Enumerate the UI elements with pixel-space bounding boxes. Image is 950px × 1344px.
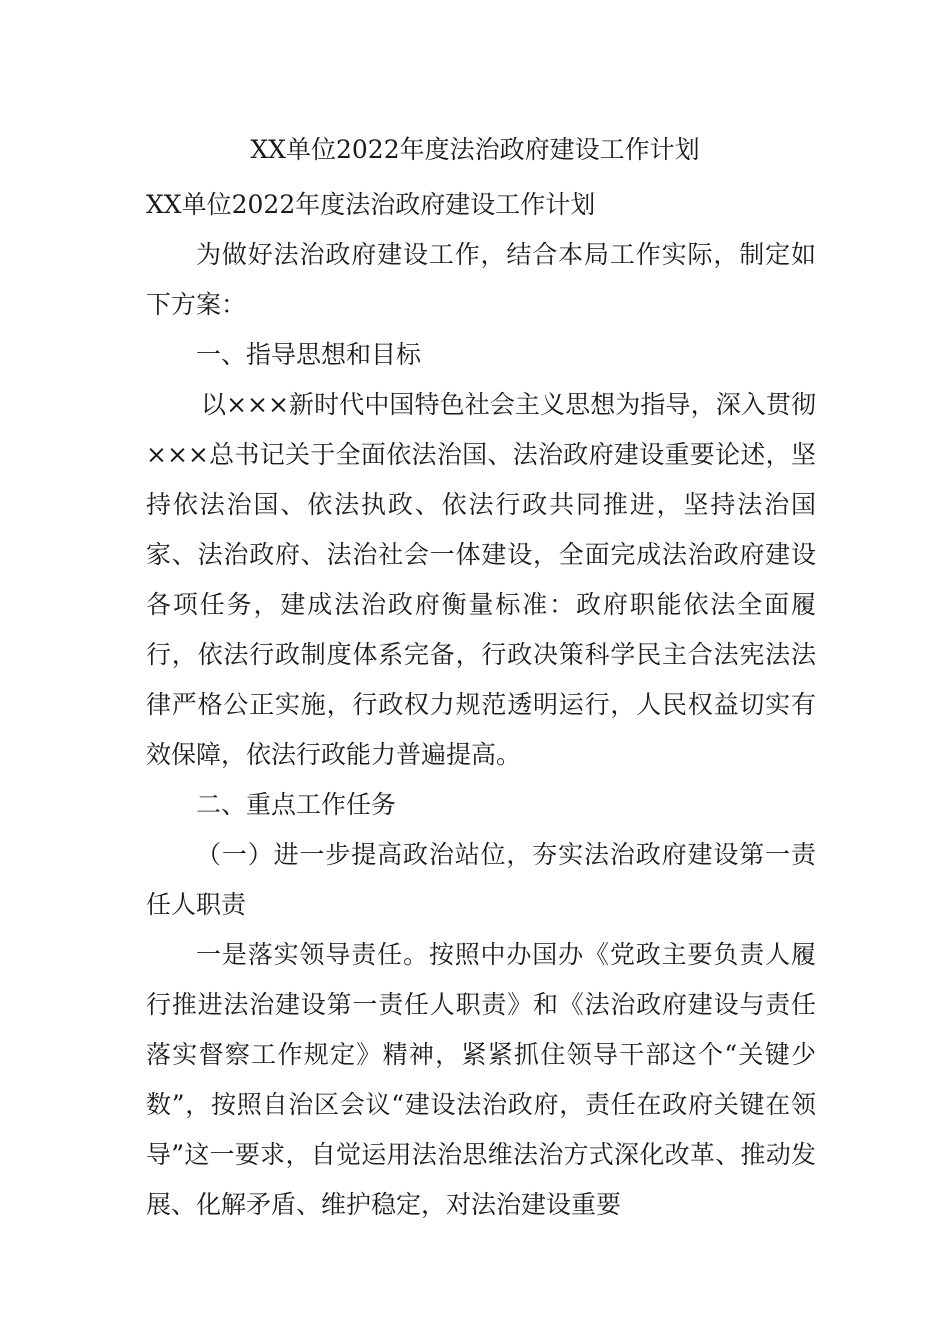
document-title: XX单位2022年度法治政府建设工作计划 <box>250 135 700 164</box>
intro-paragraph: 为做好法治政府建设工作，结合本局工作实际，制定如下方案： <box>146 240 816 319</box>
document-subtitle: XX单位2022年度法治政府建设工作计划 <box>146 190 596 219</box>
leadership-responsibility-paragraph: 一是落实领导责任。按照中办国办《党政主要负责人履行推进法治建设第一责任人职责》和《法治政府建设与责任落实督察工作规定》精神，紧紧抓住领导干部这个“关键少数”，按照自治区会议“建设法治政府，责任在政府关键在领导”这一要求，自觉运用法治思维法治方式深化改革、推动发展、化解矛盾、维护稳定，对法治建设重要 <box>146 940 816 1219</box>
subsection-heading-political-stance: （一）进一步提高政治站位，夯实法治政府建设第一责任人职责 <box>146 840 816 919</box>
guiding-ideology-paragraph: 以×××新时代中国特色社会主义思想为指导，深入贯彻×××总书记关于全面依法治国、法治政府建设重要论述，坚持依法治国、依法执政、依法行政共同推进，坚持法治国家、法治政府、法治社会一体建设，全面完成法治政府建设各项任务，建成法治政府衡量标准：政府职能依法全面履行，依法行政制度体系完备，行政决策科学民主合法宪法法律严格公正实施，行政权力规范透明运行，人民权益切实有效保障，依法行政能力普遍提高。 <box>146 390 816 769</box>
section-heading-guiding-ideology: 一、指导思想和目标 <box>196 340 422 369</box>
section-heading-key-tasks: 二、重点工作任务 <box>196 790 397 819</box>
document-body <box>146 180 816 1230</box>
